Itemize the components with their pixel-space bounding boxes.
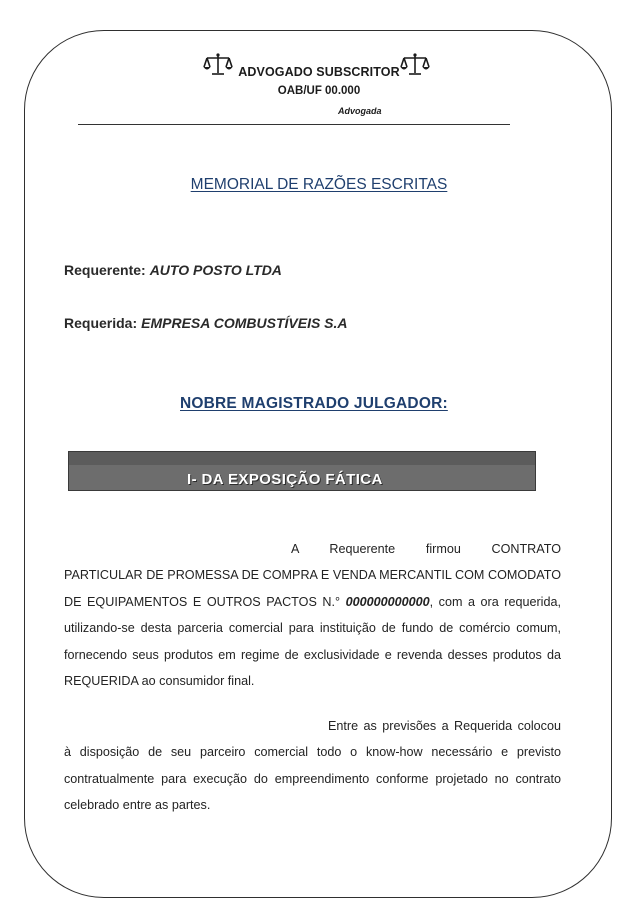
judge-address: NOBRE MAGISTRADO JULGADOR: [180, 395, 448, 412]
paragraph-1 [64, 536, 561, 694]
requerente-label: Requerente: [64, 262, 146, 278]
lawyer-name: ADVOGADO SUBSCRITOR [238, 65, 400, 79]
requerida-value: EMPRESA COMBUSTÍVEIS S.A [141, 315, 348, 331]
section-heading-label: I- DA EXPOSIÇÃO FÁTICA [187, 471, 383, 488]
header-divider [78, 124, 510, 125]
requerente-line [64, 262, 282, 278]
requerida-line [64, 315, 348, 331]
oab-number: OAB/UF 00.000 [277, 85, 361, 97]
document-title: MEMORIAL DE RAZÕES ESCRITAS [190, 176, 448, 193]
requerente-value: AUTO POSTO LTDA [149, 262, 282, 278]
contract-number: 000000000000 [345, 594, 430, 609]
paragraph-1-text-a: A Requerente firmou CONTRATO PARTICULAR DE PROMESSA DE COMPRA E VENDA MERCANTIL COM COMODATO DE EQUIPAMENTOS E OUTROS PACTOS N.° [64, 542, 561, 609]
requerida-label: Requerida: [64, 315, 138, 331]
lawyer-role: Advogada [338, 106, 382, 116]
section-heading-bar [68, 451, 536, 491]
paragraph-1-text-b: , com a ora requerida, utilizando-se desta parceria comercial para instituição de fundo de comércio comum, fornecendo seus produtos em regime de exclusividade e revenda desses produtos da REQUERIDA ao consumidor final. [64, 594, 561, 689]
paragraph-2 [64, 713, 561, 819]
paragraph-2-text: Entre as previsões a Requerida colocou à disposição de seu parceiro comercial todo o know-how necessário e previsto contratualmente para execução do empreendimento conforme projetado no contrato celebrado entre as partes. [64, 719, 561, 813]
